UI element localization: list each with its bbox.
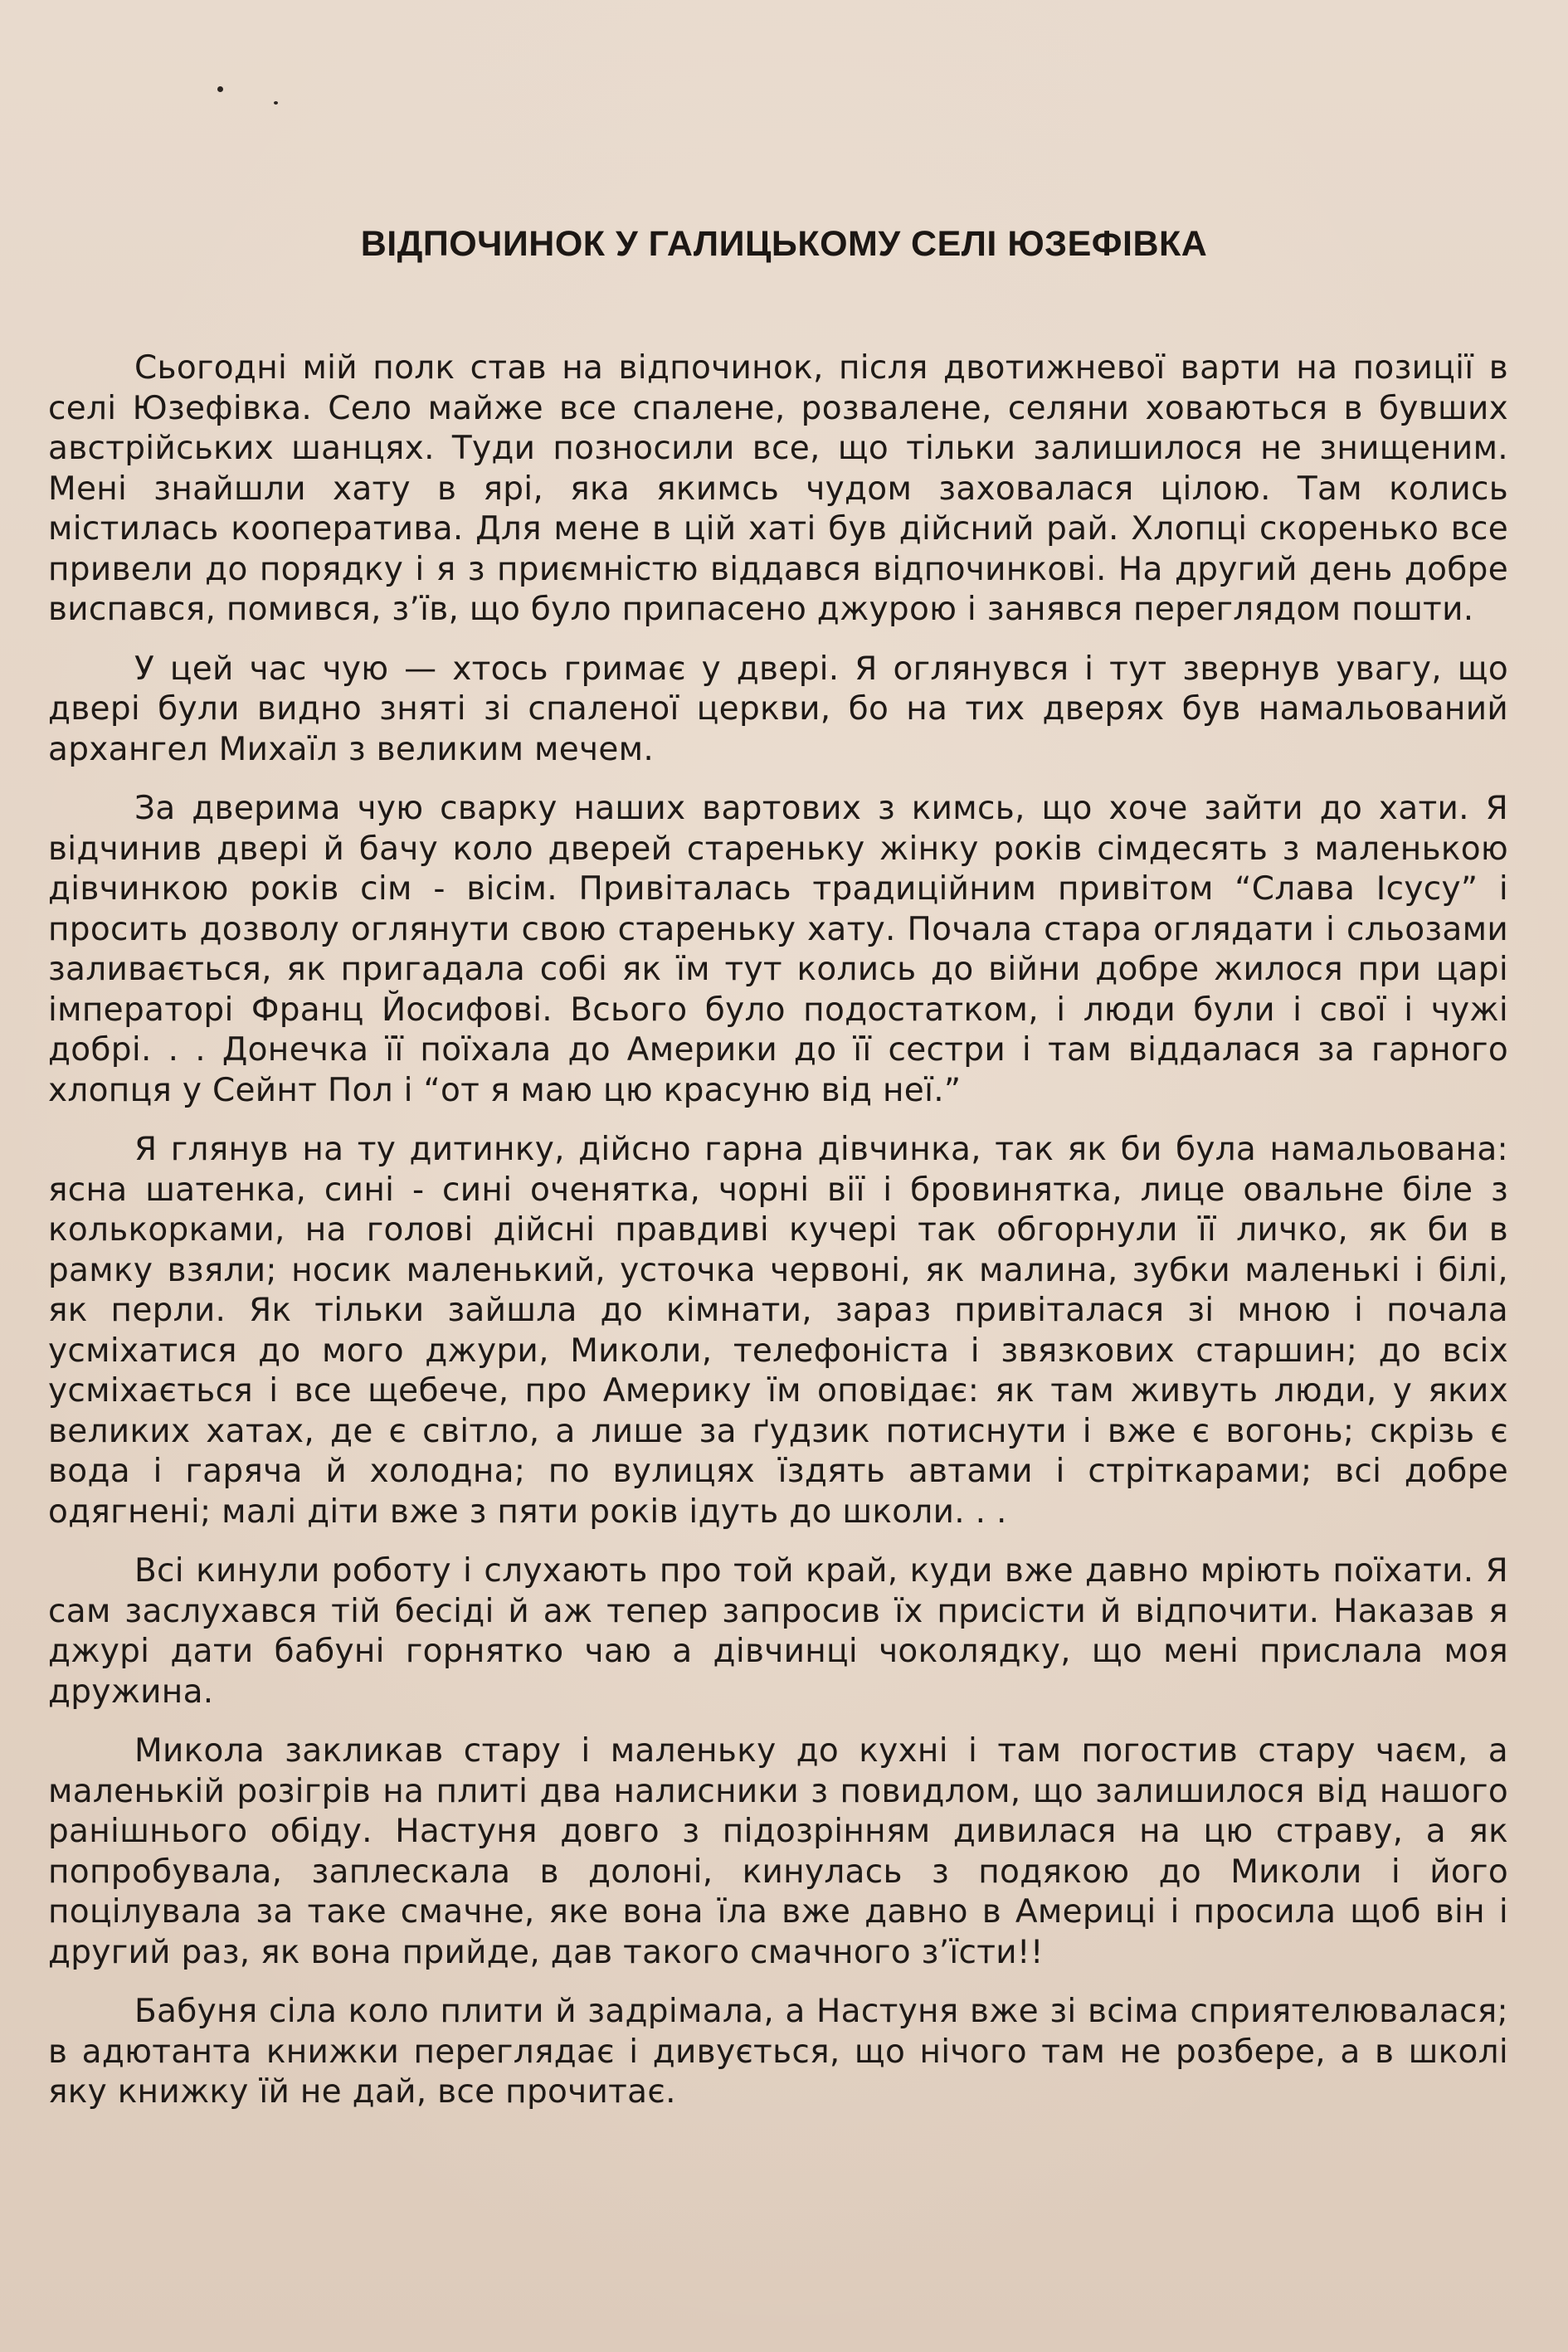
document-title: ВІДПОЧИНОК У ГАЛИЦЬКОМУ СЕЛІ ЮЗЕФІВКА xyxy=(360,224,1208,264)
paragraph: Микола закликав стару і маленьку до кухні і там погостив стару чаєм, а маленькій розігрів на плиті два налисники з повидлом, що залишилося від нашого ранішнього обіду. Настуня довго з підозрінням дивилася на цю страву, а як попробувала, заплескала в долоні, кинулась з подякою до Миколи і його поцілувала за таке смачне, яке вона їла вже давно в Америці і просила щоб він і другий раз, як вона прийде, дав такого смачного з’їсти!! xyxy=(48,1732,1508,1971)
paragraph: Всі кинули роботу і слухають про той край, куди вже давно мріють поїхати. Я сам заслухався тій бесіді й аж тепер запросив їх присісти й відпочити. Наказав я джурі дати бабуні горнятко чаю а дівчинці чоколядку, що мені прислала моя дружина. xyxy=(48,1552,1508,1711)
paragraph: У цей час чую — хтось гримає у двері. Я оглянувся і тут звернув увагу, що двері були видно зняті зі спаленої церкви, бо на тих дверях був намальований архангел Михаїл з великим мечем. xyxy=(48,650,1508,768)
paragraph: Бабуня сіла коло плити й задрімала, а Настуня вже зі всіма сприятелювалася; в адютанта книжки переглядає і дивується, що нічого там не розбере, а в школі яку книжку їй не дай, все прочитає. xyxy=(48,1993,1508,2111)
document-body xyxy=(48,348,1508,2132)
ink-speck xyxy=(274,101,278,105)
paragraph: Сьогодні мій полк став на відпочинок, після двотижневої варти на позиції в селі Юзефівка. Село майже все спалене, розвалене, селяни ховаються в бувших австрійських шанцях. Туди позносили все, що тільки залишилося не знищеним. Мені знайшли хату в ярі, яка якимсь чудом заховалася цілою. Там колись містилась кооператива. Для мене в цій хаті був дійсний рай. Хлопці скоренько все привели до порядку і я з приємністю віддався відпочинкові. На другий день добре виспався, помився, з’їв, що було припасено джурою і занявся переглядом пошти. xyxy=(48,349,1508,628)
paragraph: Я глянув на ту дитинку, дійсно гарна дівчинка, так як би була намальована: ясна шатенка, сині - сині оченятка, чорні вії і бровинятка, лице овальне біле з колькорками, на голові дійсні правдиві кучері так обгорнули її личко, як би в рамку взяли; носик маленький, усточка червоні, як малина, зубки маленькі і білі, як перли. Як тільки зайшла до кімнати, зараз привіталася зі мною і почала усміхатися до мого джури, Миколи, телефоніста і звязкових старшин; до всіх усміхається і все щебече, про Америку їм оповідає: як там живуть люди, у яких великих хатах, де є світло, а лише за ґудзик потиснути і вже є вогонь; скрізь є вода і гаряча й холодна; по вулицях їздять автами і стріткарами; всі добре одягнені; малі діти вже з пяти років ідуть до школи. . . xyxy=(48,1131,1508,1531)
ink-speck xyxy=(217,86,223,92)
paragraph: За дверима чую сварку наших вартових з кимсь, що хоче зайти до хати. Я відчинив двері й бачу коло дверей стареньку жінку років сімдесять з маленькою дівчинкою років сім - вісім. Привіталась традиційним привітом “Слава Ісусу” і просить дозволу оглянути свою стареньку хату. Почала стара оглядати і сльозами заливається, як пригадала собі як їм тут колись до війни добре жилося при царі імператорі Франц Йосифові. Всього було подостатком, і люди були і свої і чужі добрі. . . Донечка її поїхала до Америки до її сестри і там віддалася за гарного хлопця у Сейнт Пол і “от я маю цю красуню від неї.” xyxy=(48,790,1508,1109)
